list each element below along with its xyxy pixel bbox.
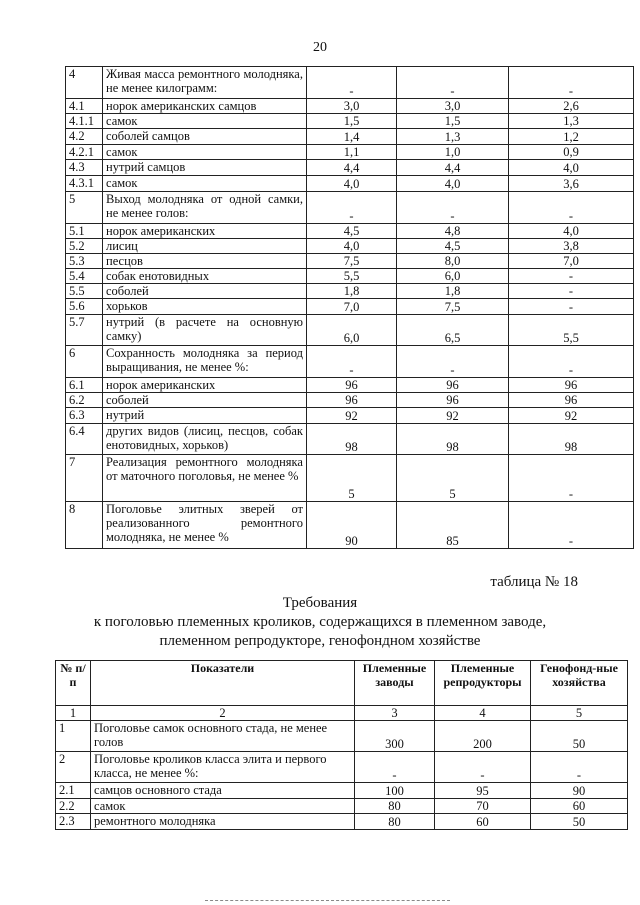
value-genefund: 60	[531, 799, 628, 814]
value-reproducer: 7,5	[397, 299, 509, 315]
row-number: 1	[56, 721, 91, 752]
value-genefund: 3,6	[509, 176, 634, 192]
row-indicator: хорьков	[103, 299, 307, 315]
value-reproducer: 8,0	[397, 254, 509, 269]
value-reproducer: -	[397, 346, 509, 378]
row-number: 6.4	[66, 424, 103, 455]
row-indicator: нутрий	[103, 408, 307, 424]
value-reproducer: 4,8	[397, 224, 509, 239]
column-number: 3	[355, 706, 435, 721]
row-number: 4.3	[66, 160, 103, 176]
value-genefund: -	[509, 346, 634, 378]
fur-animals-table-body	[66, 67, 634, 549]
table-label: таблица № 18	[490, 574, 578, 590]
row-indicator: норок американских	[103, 378, 307, 393]
value-genefund: 0,9	[509, 145, 634, 160]
value-reproducer: 6,5	[397, 315, 509, 346]
row-number: 7	[66, 455, 103, 502]
row-indicator: Поголовье кроликов класса элита и первого класса, не менее %:	[91, 752, 355, 783]
value-genefund: 90	[531, 783, 628, 799]
row-indicator: самок	[103, 145, 307, 160]
row-number: 4.1.1	[66, 114, 103, 129]
value-genefund: 4,0	[509, 224, 634, 239]
table-row	[66, 99, 634, 114]
row-indicator: нутрий самцов	[103, 160, 307, 176]
rabbits-table	[55, 660, 628, 830]
row-number: 6	[66, 346, 103, 378]
value-reproducer: 1,3	[397, 129, 509, 145]
value-breeding-plant: 6,0	[307, 315, 397, 346]
value-genefund: 3,8	[509, 239, 634, 254]
value-reproducer: 1,0	[397, 145, 509, 160]
value-breeding-plant: 80	[355, 814, 435, 830]
value-genefund: -	[531, 752, 628, 783]
table-title-line: Требования	[282, 595, 358, 611]
rabbits-table-body	[56, 721, 628, 830]
value-reproducer: 85	[397, 502, 509, 549]
row-number: 6.3	[66, 408, 103, 424]
header-genefund: Генофонд-ные хозяйства	[531, 661, 628, 706]
row-indicator: самок	[91, 799, 355, 814]
row-indicator: норок американских самцов	[103, 99, 307, 114]
row-number: 2	[56, 752, 91, 783]
header-indicators: Показатели	[91, 661, 355, 706]
row-indicator: соболей	[103, 284, 307, 299]
value-breeding-plant: 1,8	[307, 284, 397, 299]
value-breeding-plant: 7,0	[307, 299, 397, 315]
table-row	[66, 269, 634, 284]
value-reproducer: 92	[397, 408, 509, 424]
value-breeding-plant: 1,1	[307, 145, 397, 160]
row-indicator: соболей	[103, 393, 307, 408]
value-breeding-plant: 3,0	[307, 99, 397, 114]
row-number: 4.2.1	[66, 145, 103, 160]
value-breeding-plant: 7,5	[307, 254, 397, 269]
row-number: 2.3	[56, 814, 91, 830]
row-number: 2.1	[56, 783, 91, 799]
value-reproducer: 6,0	[397, 269, 509, 284]
value-reproducer: 200	[435, 721, 531, 752]
value-reproducer: 4,4	[397, 160, 509, 176]
value-reproducer: 95	[435, 783, 531, 799]
value-breeding-plant: 96	[307, 378, 397, 393]
column-number: 1	[56, 706, 91, 721]
value-reproducer: 96	[397, 393, 509, 408]
value-breeding-plant: 92	[307, 408, 397, 424]
value-breeding-plant: 4,4	[307, 160, 397, 176]
row-number: 5.5	[66, 284, 103, 299]
fur-animals-table	[65, 66, 634, 549]
row-indicator: Живая масса ремонтного молодняка, не менее килограмм:	[103, 67, 307, 99]
value-genefund: -	[509, 299, 634, 315]
value-genefund: 2,6	[509, 99, 634, 114]
table-row	[66, 408, 634, 424]
row-number: 4	[66, 67, 103, 99]
row-indicator: песцов	[103, 254, 307, 269]
table-row	[66, 160, 634, 176]
value-genefund: -	[509, 455, 634, 502]
row-indicator: норок американских	[103, 224, 307, 239]
page-number: 20	[313, 40, 327, 55]
value-genefund: -	[509, 67, 634, 99]
value-breeding-plant: 90	[307, 502, 397, 549]
table-row	[56, 721, 628, 752]
value-genefund: 50	[531, 721, 628, 752]
table-row	[66, 239, 634, 254]
row-indicator: соболей самцов	[103, 129, 307, 145]
column-number: 2	[91, 706, 355, 721]
row-indicator: Поголовье элитных зверей от реализованного ремонтного молодняка, не менее %	[103, 502, 307, 549]
value-reproducer: 70	[435, 799, 531, 814]
table-row	[66, 424, 634, 455]
table-title	[0, 594, 640, 651]
row-number: 5.6	[66, 299, 103, 315]
value-reproducer: 98	[397, 424, 509, 455]
value-reproducer: -	[435, 752, 531, 783]
value-breeding-plant: 4,0	[307, 176, 397, 192]
table-row	[56, 783, 628, 799]
table-row	[66, 315, 634, 346]
value-genefund: 4,0	[509, 160, 634, 176]
header-reproducers: Племенные репродукторы	[435, 661, 531, 706]
value-breeding-plant: -	[355, 752, 435, 783]
table-row	[66, 224, 634, 239]
value-reproducer: 1,8	[397, 284, 509, 299]
value-breeding-plant: 300	[355, 721, 435, 752]
value-breeding-plant: 98	[307, 424, 397, 455]
value-reproducer: 5	[397, 455, 509, 502]
value-genefund: 98	[509, 424, 634, 455]
table-row	[66, 114, 634, 129]
row-indicator: нутрий (в расчете на основную самку)	[103, 315, 307, 346]
table-row	[66, 299, 634, 315]
value-breeding-plant: 5,5	[307, 269, 397, 284]
row-indicator: других видов (лисиц, песцов, собак енотовидных, хорьков)	[103, 424, 307, 455]
value-breeding-plant: 5	[307, 455, 397, 502]
column-number: 4	[435, 706, 531, 721]
table-row	[56, 814, 628, 830]
row-number: 4.3.1	[66, 176, 103, 192]
table-row	[66, 176, 634, 192]
value-genefund: 1,3	[509, 114, 634, 129]
row-indicator: лисиц	[103, 239, 307, 254]
header-num: № п/п	[56, 661, 91, 706]
value-breeding-plant: 100	[355, 783, 435, 799]
row-number: 8	[66, 502, 103, 549]
value-reproducer: 60	[435, 814, 531, 830]
value-reproducer: -	[397, 192, 509, 224]
value-breeding-plant: -	[307, 67, 397, 99]
value-breeding-plant: 1,4	[307, 129, 397, 145]
value-genefund: 1,2	[509, 129, 634, 145]
table-row	[66, 393, 634, 408]
table-row	[66, 192, 634, 224]
table-row	[66, 455, 634, 502]
table-header-row	[56, 661, 628, 706]
value-reproducer: 96	[397, 378, 509, 393]
row-number: 5.3	[66, 254, 103, 269]
value-reproducer: -	[397, 67, 509, 99]
table-row	[66, 129, 634, 145]
value-reproducer: 4,0	[397, 176, 509, 192]
value-genefund: -	[509, 192, 634, 224]
row-indicator: Сохранность молодняка за период выращивания, не менее %:	[103, 346, 307, 378]
value-genefund: 96	[509, 393, 634, 408]
table-title-line: племенном репродукторе, генофондном хозяйстве	[159, 633, 481, 649]
row-number: 5.7	[66, 315, 103, 346]
value-breeding-plant: -	[307, 192, 397, 224]
row-number: 6.1	[66, 378, 103, 393]
value-reproducer: 4,5	[397, 239, 509, 254]
value-breeding-plant: -	[307, 346, 397, 378]
row-number: 5.1	[66, 224, 103, 239]
table-row	[66, 378, 634, 393]
row-number: 5	[66, 192, 103, 224]
value-breeding-plant: 96	[307, 393, 397, 408]
value-breeding-plant: 4,5	[307, 224, 397, 239]
row-indicator: самок	[103, 176, 307, 192]
table-row	[56, 799, 628, 814]
value-breeding-plant: 1,5	[307, 114, 397, 129]
value-genefund: 7,0	[509, 254, 634, 269]
scan-edge-line	[205, 900, 450, 901]
table-row	[66, 67, 634, 99]
value-genefund: 96	[509, 378, 634, 393]
value-genefund: 50	[531, 814, 628, 830]
table-row	[66, 254, 634, 269]
row-number: 6.2	[66, 393, 103, 408]
row-number: 5.4	[66, 269, 103, 284]
row-number: 5.2	[66, 239, 103, 254]
table-row	[66, 284, 634, 299]
header-breeding-plants: Племенные заводы	[355, 661, 435, 706]
value-genefund: 92	[509, 408, 634, 424]
table-title-line: к поголовью племенных кроликов, содержащихся в племенном заводе,	[93, 614, 547, 630]
table-row	[66, 502, 634, 549]
row-indicator: Выход молодняка от одной самки, не менее голов:	[103, 192, 307, 224]
value-genefund: -	[509, 502, 634, 549]
column-number-row	[56, 706, 628, 721]
value-breeding-plant: 80	[355, 799, 435, 814]
value-genefund: -	[509, 269, 634, 284]
column-number: 5	[531, 706, 628, 721]
value-genefund: -	[509, 284, 634, 299]
row-indicator: Поголовье самок основного стада, не менее голов	[91, 721, 355, 752]
row-number: 4.2	[66, 129, 103, 145]
row-indicator: Реализация ремонтного молодняка от маточного поголовья, не менее %	[103, 455, 307, 502]
value-reproducer: 1,5	[397, 114, 509, 129]
value-genefund: 5,5	[509, 315, 634, 346]
row-number: 4.1	[66, 99, 103, 114]
value-breeding-plant: 4,0	[307, 239, 397, 254]
table-row	[66, 145, 634, 160]
table-row	[66, 346, 634, 378]
row-indicator: собак енотовидных	[103, 269, 307, 284]
row-indicator: ремонтного молодняка	[91, 814, 355, 830]
row-indicator: самцов основного стада	[91, 783, 355, 799]
row-indicator: самок	[103, 114, 307, 129]
table-row	[56, 752, 628, 783]
value-reproducer: 3,0	[397, 99, 509, 114]
row-number: 2.2	[56, 799, 91, 814]
